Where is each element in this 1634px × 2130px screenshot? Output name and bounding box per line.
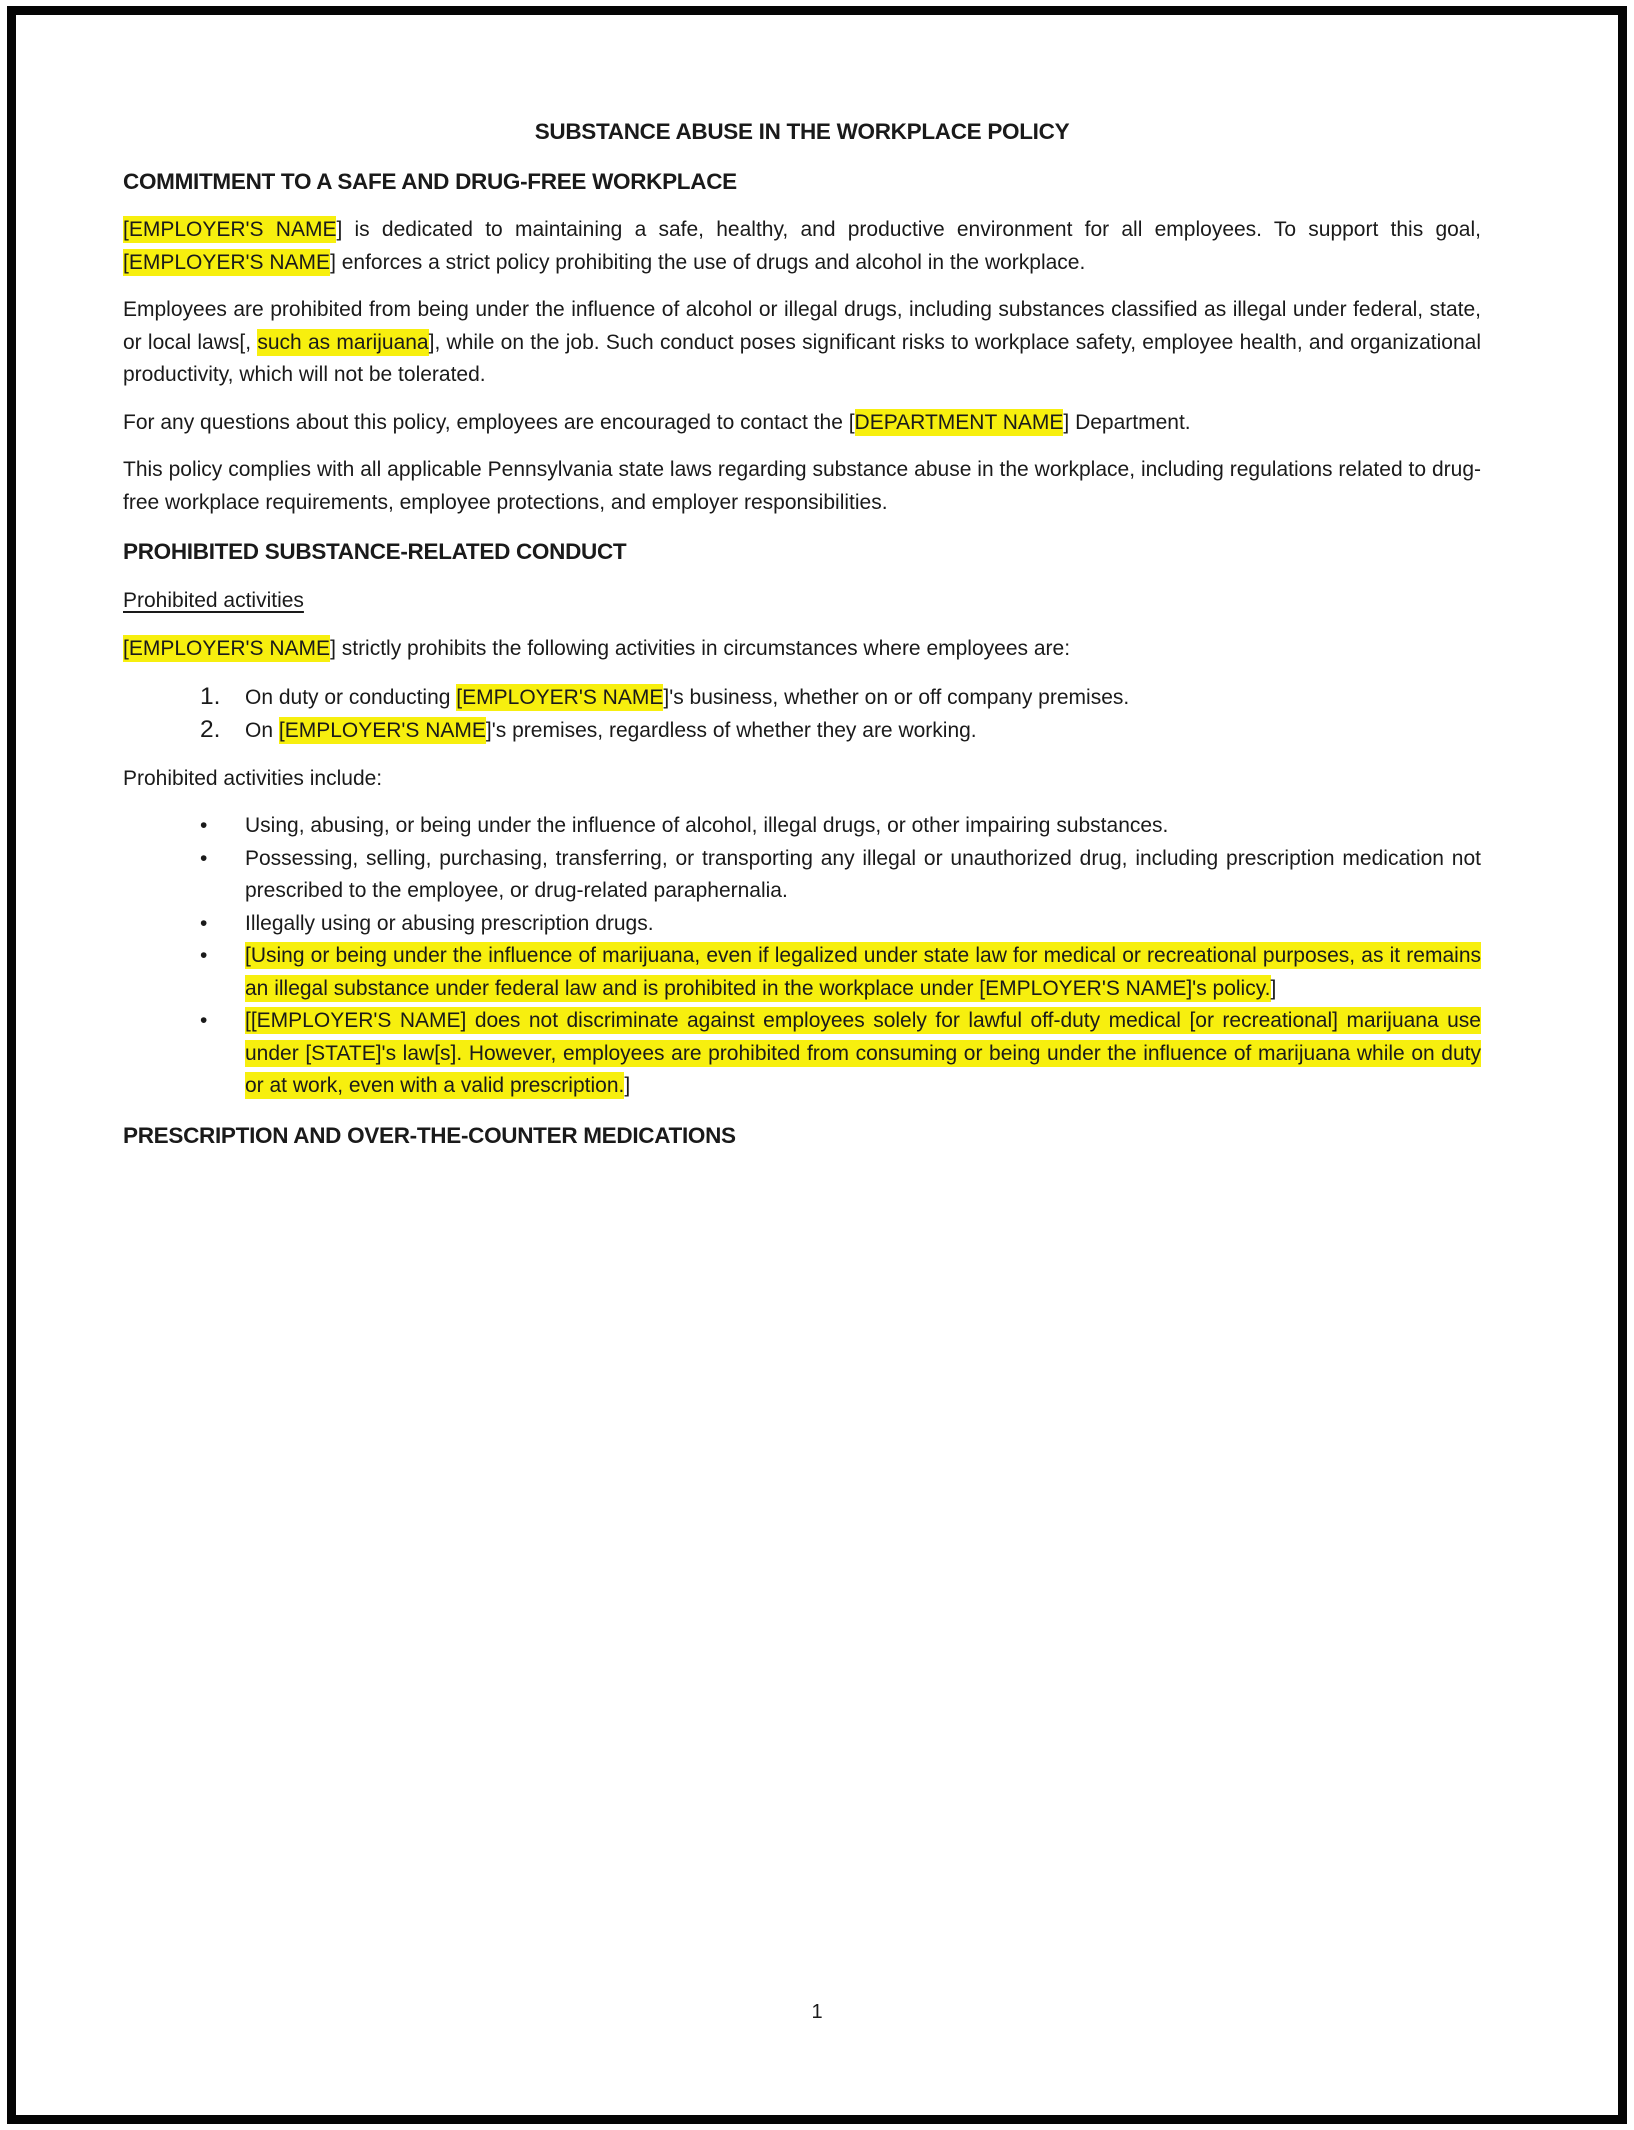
bullet-item (200, 1005, 1481, 1103)
text-run: Using, abusing, or being under the influence of alcohol, illegal drugs, or other impairing substances. (245, 814, 1169, 837)
subsection-heading-text: Prohibited activities (123, 589, 304, 612)
list-number: 1. (200, 682, 221, 710)
highlight-placeholder: [EMPLOYER'S NAME (123, 250, 331, 274)
policy-paragraph (123, 407, 1481, 440)
page-number: 1 (811, 2001, 823, 2023)
text-run: ] Department. (1063, 410, 1191, 434)
text-run: Prohibited activities include: (123, 766, 383, 790)
bullet-icon: • (200, 944, 208, 967)
text-run: ]'s business, whether on or off company premises. (663, 685, 1130, 709)
list-number: 2. (200, 716, 221, 743)
text-run: Illegally using or abusing prescription drugs. (245, 911, 654, 935)
text-run: On duty or conducting (245, 685, 457, 709)
bullet-icon: • (200, 814, 208, 837)
highlight-placeholder: [EMPLOYER'S NAME (456, 685, 664, 709)
highlight-placeholder: [Using or being under the influence of marijuana, even if legalized under state law for medical or recreational purposes, as it remains an illegal substance under federal law and is prohibited in the workplace under [EMPLOYER'S NAME]'s policy. (245, 944, 1481, 1000)
list-item-text (245, 715, 1481, 748)
text-run: This policy complies with all applicable Pennsylvania state laws regarding substance abuse in the workplace, including regulations related to drug-free workplace requirements, employee protections, and employer responsibilities. (123, 458, 1481, 514)
list-item-text (245, 1005, 1481, 1103)
list-item-text (245, 682, 1481, 715)
text-run: ] enforces a strict policy prohibiting the use of drugs and alcohol in the workplace. (330, 250, 1086, 274)
highlight-placeholder: such as marijuana (257, 330, 429, 354)
list-item-text (245, 843, 1481, 908)
text-run: ] is dedicated to maintaining a safe, healthy, and productive environment for all employees. To support this goal, (336, 218, 1481, 241)
list-item-text (245, 940, 1481, 1005)
policy-paragraph (123, 294, 1481, 392)
document-body (123, 165, 1481, 1152)
highlight-placeholder: [EMPLOYER'S NAME (278, 719, 486, 742)
numbered-item (200, 714, 1481, 748)
highlight-placeholder: [[EMPLOYER'S NAME] does not discriminate against employees solely for lawful off-duty medical [or recreational] marijuana use under [STATE]'s law[s]. However, employees are prohibited from consuming or being under the influence of marijuana while on duty or at work, even with a valid prescription. (245, 1009, 1481, 1097)
highlight-placeholder: [EMPLOYER'S NAME (123, 637, 331, 660)
document-content (123, 0, 1481, 1168)
text-run: Employees are prohibited from being under the influence of alcohol or illegal drugs, including substances classified as illegal under federal, state, or local laws[, (123, 298, 1481, 354)
bullet-item (200, 940, 1481, 1005)
list-item-text (245, 810, 1481, 843)
text-run: ] (624, 1074, 631, 1097)
text-run: ], while on the job. Such conduct poses significant risks to workplace safety, employee health, and organizational productivity, which will not be tolerated. (123, 330, 1481, 386)
text-run: On (245, 719, 279, 742)
policy-paragraph (123, 633, 1481, 666)
highlight-placeholder: DEPARTMENT NAME (854, 410, 1064, 434)
list-item-text (245, 908, 1481, 941)
policy-paragraph (123, 214, 1481, 279)
numbered-list (123, 681, 1481, 748)
bullet-item (200, 810, 1481, 843)
document-title: SUBSTANCE ABUSE IN THE WORKPLACE POLICY (534, 119, 1070, 144)
bullet-list (123, 810, 1481, 1103)
policy-paragraph (123, 763, 1481, 796)
bullet-icon: • (200, 911, 208, 935)
section-heading: PROHIBITED SUBSTANCE-RELATED CONDUCT (123, 539, 627, 564)
subsection-heading (123, 584, 1481, 617)
text-run: Possessing, selling, purchasing, transferring, or transporting any illegal or unauthorized drug, including prescription medication not prescribed to the employee, or drug-related paraphernalia. (245, 846, 1481, 902)
section-heading: PRESCRIPTION AND OVER-THE-COUNTER MEDICATIONS (123, 1122, 736, 1148)
text-run: ] strictly prohibits the following activities in circumstances where employees are: (330, 637, 1071, 660)
text-run: For any questions about this policy, employees are encouraged to contact the [ (123, 410, 855, 434)
text-run: ]'s premises, regardless of whether they are working. (485, 719, 977, 742)
bullet-item (200, 843, 1481, 908)
policy-paragraph (123, 454, 1481, 519)
highlight-placeholder: [EMPLOYER'S NAME (123, 218, 337, 241)
numbered-item (200, 681, 1481, 715)
bullet-icon: • (200, 1009, 208, 1032)
bullet-icon: • (200, 846, 208, 870)
text-run: ] (1270, 976, 1277, 1000)
bullet-item (200, 908, 1481, 941)
section-heading: COMMITMENT TO A SAFE AND DRUG-FREE WORKPLACE (123, 169, 737, 194)
